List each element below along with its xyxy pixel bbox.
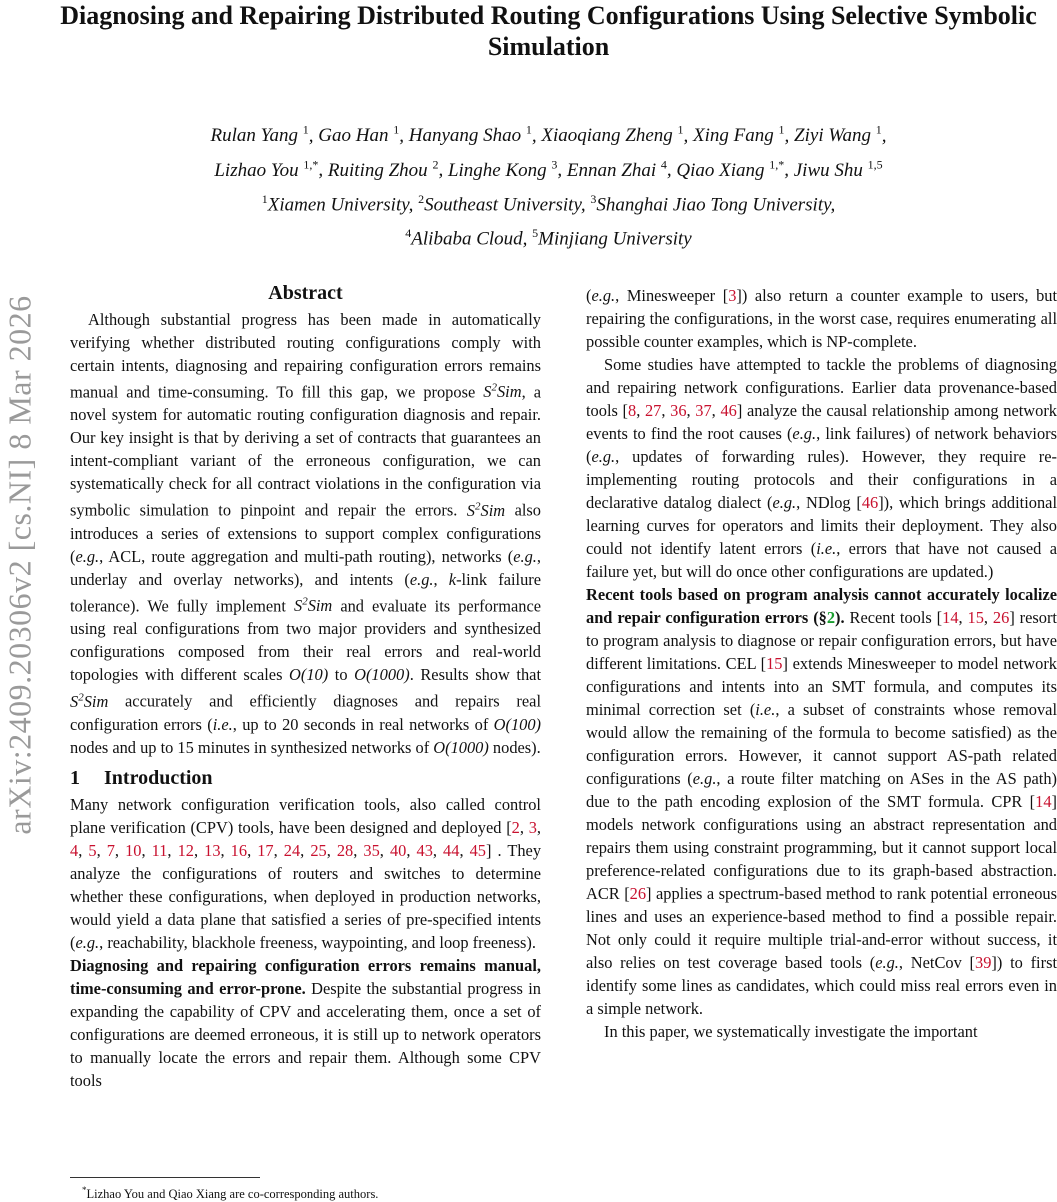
affiliation-number: 4 [405,225,412,240]
citation-link[interactable]: 39 [975,953,992,972]
abstract-heading: Abstract [268,282,343,304]
abstract-text: Although substantial progress has been made in automatically verifying whether distributed routing configurations comply with certain intents, diagnosing and repairing configuration errors remains manual and time-consuming. To fill this gap, we propose $S^2Sim$, a novel system for automatic routing configuration diagnosis and repair. Our key insight is that by deriving a set of contracts that guarantees an intent-compliant variant of the erroneous configuration, we can systematically check for all contract violations in the configuration via symbolic simulation to pinpoint and repair the errors. $S^2Sim$ also introduces a series of extensions to support complex configurations (e.g., ACL, route aggregation and multi-path routing), networks (e.g., underlay and overlay networks), and intents (e.g., k-link failure tolerance). We fully implement $S^2Sim$ and evaluate its performance using real configurations from two major providers and synthesized configurations composed from their real errors and real-world topologies with different scales O(10) to O(1000). Results show that $S^2Sim$ accurately and efficiently diagnoses and repairs real configuration errors (i.e., up to 20 seconds in real networks of O(100) nodes and up to 15 minutes in synthesized networks of O(1000) nodes). [70,310,542,757]
footnote: *Lizhao You and Qiao Xiang are co-corresponding authors. [82,1185,379,1202]
citation-link[interactable]: 17 [257,840,274,860]
author-name: Gao Han $^1$ [318,123,400,147]
abstract-text-part: Although substantial progress has been made in automatically verifying whether distributed routing configurations comply with certain intents, diagnosing and repairing configuration errors remains manual and time-consuming. To fill this gap, we propose [70,310,541,402]
citation-link[interactable]: 3 [528,817,537,837]
system-name: $S^2Sim$ [483,382,522,402]
citation-link[interactable]: 36 [670,401,687,420]
citation-link[interactable]: 25 [310,840,327,860]
citation-link[interactable]: 4 [70,840,79,860]
footnote-rule [70,1177,260,1178]
citation-link[interactable]: 26 [629,884,647,903]
citation-link[interactable]: 26 [992,608,1010,627]
citation-link[interactable]: 13 [204,840,221,860]
citation-link[interactable]: 37 [695,401,712,420]
author-name: Lizhao You $^{1,*}$ [214,157,319,181]
citation-link[interactable]: 24 [283,840,301,860]
section-link[interactable]: 2 [826,608,836,627]
citation-link[interactable]: 35 [363,840,380,860]
citation-list: 8, 27, 36, 37, 46 [628,401,737,420]
citation-link[interactable]: 14 [942,608,959,627]
affiliation-name: Alibaba Cloud [411,228,523,250]
author-line-2: Lizhao You $^{1,*}$, Ruiting Zhou $^2$, Linghe Kong $^3$, Ennan Zhai $^4$, Qiao Xiang $^{1,*}$, Jiwu Shu $^{1,5}$ [214,157,883,181]
abstract-text-part: , a novel system for automatic routing configuration diagnosis and repair. Our key insight is that by deriving a set of contracts that guarantees an intent-compliant variant of the erroneous configuration, we can systematically check for all contract violations in the configuration via symbolic simulation to pinpoint and repair the errors. [70,382,541,520]
intro-paragraph-2: Diagnosing and repairing configuration errors remains manual, time-consuming and error-prone. Despite the substantial progress in expanding the capability of CPV and accelerating them, once a set of configurations are deemed erroneous, it is still up to network operators to manually locate the errors and repair them. Although some CPV tools [70,955,541,1090]
author-affiliation-mark: 2 [432,157,439,172]
citation-link[interactable]: 8 [628,401,637,420]
affiliation-name: Southeast University [424,193,581,215]
affiliation-name: Xiamen University [267,193,409,215]
citation-link[interactable]: 16 [230,840,248,860]
author-affiliation-mark: 1 [302,123,309,137]
author-name: Hanyang Shao $^1$ [408,123,532,147]
system-name: $S^2Sim$ [466,500,506,520]
section-heading-introduction: 1 Introduction [70,766,213,789]
author-name: Ennan Zhai $^4$ [566,157,667,181]
author-block [40,116,1057,253]
right-paragraph-3: Recent tools based on program analysis cannot accurately localize and repair configuration errors (§2). Recent tools [14, 15, 26] resort to program analysis to diagnose or repair configuration errors, but have different limitations. CEL [15] extends Minesweeper to model network configurations and intents into an SMT formula, and computes its minimal correction set (i.e., a subset of constraints whose removal would allow the remaining of the formula to become satisfied) as the configuration errors. However, it cannot support AS-path related configurations (e.g., a route filter matching on ASes in the AS path) due to the path encoding explosion of the SMT formula. CPR [14] models network configurations using an abstract representation and repairs them using constraint programming, but it cannot support local preference-related configurations due to its graph-based abstraction. ACR [26] applies a spectrum-based method to rank potential erroneous lines and uses an experience-based method to find a possible repair. Not only could it require multiple trial-and-error without success, it also relies on test coverage based tools (e.g., NetCov [39]) to first identify some lines as candidates, which could miss real errors even in a simple network. [586,585,1057,1018]
citation-list: 14, 15, 26 [942,608,1010,627]
author-affiliation-mark: 1 [778,123,785,137]
citation-link[interactable]: 2 [511,817,520,837]
author-affiliation-mark: 1 [677,123,684,137]
author-line-1: Rulan Yang $^1$, Gao Han $^1$, Hanyang Shao $^1$, Xiaoqiang Zheng $^1$, Xing Fang $^1$, Ziyi Wang $^1$, [210,123,887,147]
paper-title: Diagnosing and Repairing Distributed Routing Configurations Using Selective Symbolic Simulation [60,1,1037,61]
author-name: Xing Fang $^1$ [693,123,785,147]
author-name: Ruiting Zhou $^2$ [327,157,439,181]
author-affiliation-mark: 1 [525,123,532,137]
right-paragraph-2: Some studies have attempted to tackle the problems of diagnosing and repairing network configurations. Earlier data provenance-based tools [8, 27, 36, 37, 46] analyze the causal relationship among network events to find the root causes (e.g., link failures) of network behaviors (e.g., updates of forwarding rules). However, they require re-implementing routing protocols and their configurations in a declarative datalog dialect (e.g., NDlog [46]), which brings additional learning curves for operators and limits their deployment. They also could not identify latent errors (i.e., errors that have not caused a failure yet, but will do once other configurations are updated.) [586,355,1057,581]
affiliation-number: 2 [418,191,425,206]
affiliation-name: Shanghai Jiao Tong University [596,193,831,215]
citation-link[interactable]: 40 [389,840,407,860]
citation-link[interactable]: 46 [720,401,737,420]
citation-link[interactable]: 45 [469,840,486,860]
affiliation-name: Minjiang University [538,228,692,250]
author-name: Xiaoqiang Zheng $^1$ [541,123,684,147]
left-column [70,280,541,1092]
citation-link[interactable]: 3 [728,286,737,305]
arxiv-sidebar [2,235,38,895]
citation-link[interactable]: 15 [766,654,783,673]
affiliation-number: 5 [532,225,539,240]
citation-link[interactable]: 43 [416,840,433,860]
intro-paragraph-1: Many network configuration verification tools, also called control plane verification (CPV) tools, have been designed and deployed [2, 3, 4, 5, 7, 10, 11, 12, 13, 16, 17, 24, 25, 28, 35, 40, 43, 44, 45] . They analyze the configurations of routers and switches to determine whether these configurations, when deployed in production networks, would yield a data plane that satisfied a series of pre-specified intents (e.g., reachability, blackhole freeness, waypointing, and loop freeness). [70,794,542,952]
affiliation-number: 3 [590,191,597,206]
author-affiliation-mark: 1,* [303,157,319,172]
author-affiliation-mark: 4 [660,157,667,172]
author-name: Rulan Yang $^1$ [210,123,309,147]
citation-link[interactable]: 10 [125,840,142,860]
author-name: Jiwu Shu $^{1,5}$ [793,157,883,181]
author-affiliation-mark: 1 [875,123,882,137]
system-name: $S^2Sim$ [70,691,109,711]
author-name: Ziyi Wang $^1$ [794,123,882,147]
affiliation-line-2: $^4$Alibaba Cloud, $^5$Minjiang University [405,225,692,250]
citation-link[interactable]: 46 [861,493,879,512]
citation-link[interactable]: 5 [88,840,97,860]
affiliation-number: 1 [261,191,268,206]
citation-link[interactable]: 14 [1035,792,1052,811]
system-name: $S^2Sim$ [293,595,333,616]
author-affiliation-mark: 3 [551,157,558,172]
author-name: Linghe Kong $^3$ [447,157,558,181]
right-paragraph-4: In this paper, we systematically investigate the important [604,1022,978,1041]
citation-link[interactable]: 27 [644,401,662,420]
right-paragraph-1: (e.g., Minesweeper [3]) also return a counter example to users, but repairing the configurations, in the worst case, requires enumerating all possible counter examples, which is NP-complete. [586,286,1057,351]
citation-link[interactable]: 15 [967,608,984,627]
citation-link[interactable]: 44 [443,840,460,860]
arxiv-identifier: arXiv:2409.20306v2 [cs.NI] 8 Mar 2026 [1,295,38,835]
citation-link[interactable]: 11 [151,840,168,860]
author-affiliation-mark: 1 [393,123,400,137]
right-column [586,284,1057,1043]
citation-link[interactable]: 28 [336,840,354,860]
author-name: Qiao Xiang $^{1,*}$ [676,157,785,181]
author-affiliation-mark: 1,* [769,157,785,172]
affiliation-line-1: $^1$Xiamen University, $^2$Southeast University, $^3$Shanghai Jiao Tong University, [261,191,836,215]
citation-list: 2, 3, 4, 5, 7, 10, 11, 12, 13, 16, 17, 24, 25, 28, 35, 40, 43, 44, 45 [70,817,541,860]
citation-link[interactable]: 7 [106,840,115,860]
author-affiliation-mark: 1,5 [867,157,883,172]
citation-link[interactable]: 12 [177,840,194,860]
